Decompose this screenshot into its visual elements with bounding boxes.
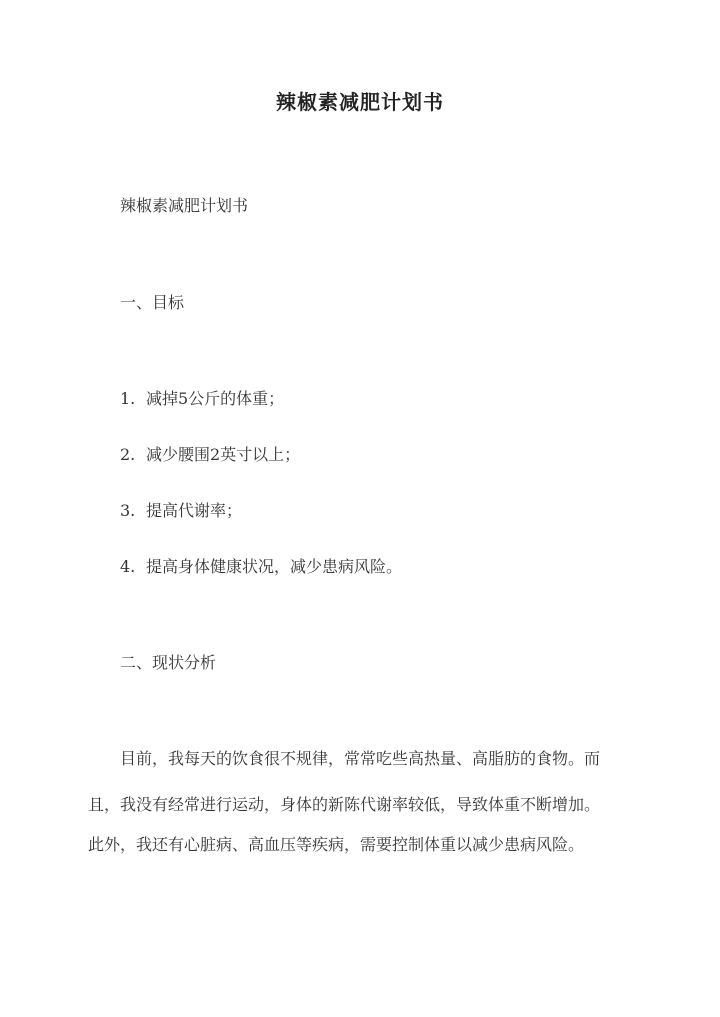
goal-item: [120, 388, 284, 410]
goal-number: 4.: [120, 557, 136, 576]
goal-number: 2.: [120, 445, 136, 464]
goal-number: 1.: [120, 389, 136, 408]
paragraph-line: 目前，我每天的饮食很不规律，常常吃些高热量、高脂肪的食物。而: [120, 749, 601, 768]
goal-item: [120, 444, 300, 466]
document-subtitle: 辣椒素减肥计划书: [120, 196, 249, 215]
paragraph-line: 此外，我还有心脏病、高血压等疾病，需要控制体重以减少患病风险。: [88, 835, 585, 854]
goal-text: 减掉5公斤的体重；: [146, 389, 285, 408]
goal-text: 减少腰围2英寸以上；: [146, 445, 301, 464]
goal-text: 提高身体健康状况，减少患病风险。: [146, 557, 403, 576]
paragraph-line: 且，我没有经常进行运动，身体的新陈代谢率较低，导致体重不断增加。: [88, 795, 601, 814]
goal-text: 提高代谢率；: [146, 501, 243, 520]
goal-item: [120, 556, 402, 578]
goal-item: [120, 500, 242, 522]
goal-number: 3.: [120, 501, 136, 520]
section-heading-goals: 一、目标: [120, 293, 185, 312]
document-title: 辣椒素减肥计划书: [276, 90, 444, 114]
section-heading-analysis: 二、现状分析: [120, 653, 217, 672]
